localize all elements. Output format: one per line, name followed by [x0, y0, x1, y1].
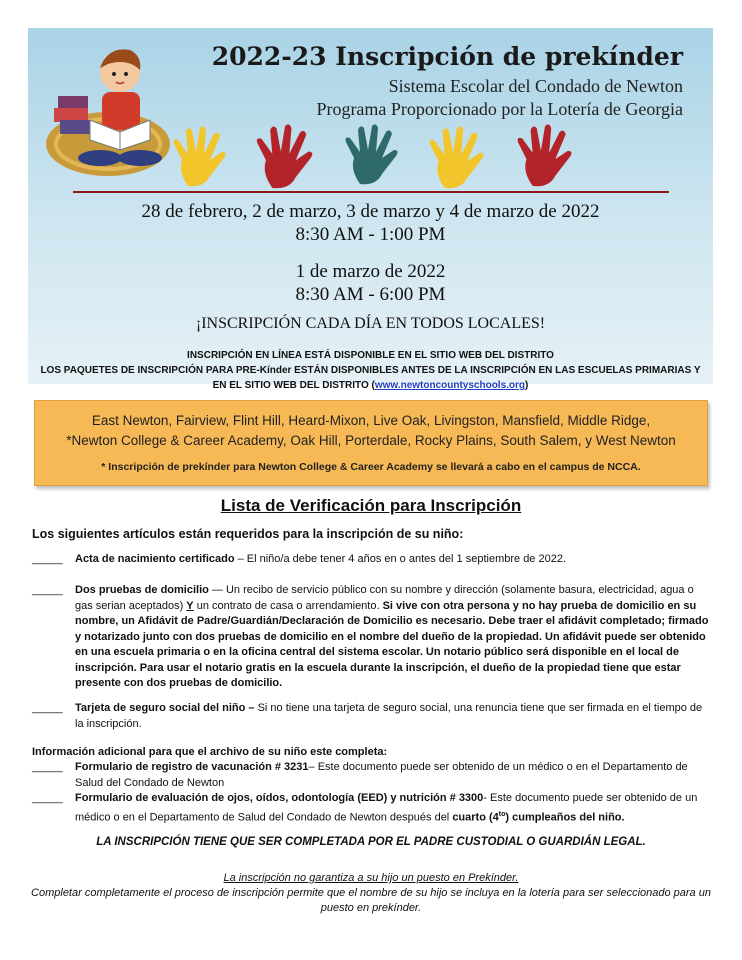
- handprint-yellow-icon: [170, 126, 228, 188]
- dates-line: 28 de febrero, 2 de marzo, 3 de marzo y 4 de marzo de 2022: [141, 201, 600, 222]
- district-website-link[interactable]: www.newtoncountyschools.org: [374, 380, 526, 391]
- locations-line: East Newton, Fairview, Flint Hill, Heard-Mixon, Live Oak, Livingston, Mansfield, Middle Ridge,: [91, 413, 651, 428]
- item-superscript: to: [498, 810, 506, 818]
- item-emphasis: ) cumpleaños del niño.: [505, 811, 625, 824]
- extended-date-line: 1 de marzo de 2022: [295, 261, 446, 282]
- header-divider: [73, 191, 669, 193]
- checkbox-blank[interactable]: _____: [32, 553, 63, 565]
- online-line: INSCRIPCIÓN EN LÍNEA ESTÁ DISPONIBLE EN EL SITIO WEB DEL DISTRITO: [187, 350, 554, 361]
- locations-list: [35, 411, 707, 451]
- item-title: Formulario de registro de vacunación # 3231: [75, 761, 309, 773]
- checklist-item-proof-of-residence: [32, 583, 712, 692]
- handprint-yellow-icon: [426, 126, 486, 190]
- checklist-item-vaccination: [32, 760, 712, 791]
- item-text: - Este documento puede ser obtenido de un médico o en el Departamento de Salud del Condado de Newton después del: [75, 792, 698, 824]
- page-title: 2022-23 Inscripción de prekínder: [211, 42, 683, 71]
- item-emphasis: Y: [186, 599, 194, 612]
- locations-box: [34, 400, 708, 486]
- header-banner: [28, 28, 713, 391]
- custodial-requirement: LA INSCRIPCIÓN TIENE QUE SER COMPLETADA POR EL PADRE CUSTODIAL O GUARDIÁN LEGAL.: [96, 836, 646, 848]
- no-guarantee-notice: La inscripción no garantiza a su hijo un puesto en Prekínder.: [223, 872, 519, 884]
- item-text: — Un recibo de servicio público con su nombre y dirección (solamente basura, electricidad, agua o gas serian aceptados): [75, 584, 694, 612]
- item-title: Formulario de evaluación de ojos, oídos, odontología (EED) y nutrición # 3300: [75, 792, 484, 804]
- registration-dates: [28, 200, 713, 246]
- additional-info-heading: Información adicional para que el archivo de su niño este completa:: [32, 746, 388, 758]
- packets-line: LOS PAQUETES DE INSCRIPCIÓN PARA PRE-Kínder ESTÁN DISPONIBLES ANTES DE LA INSCRIPCIÓN EN LAS ESCUELAS PRIMARIAS Y: [40, 365, 701, 376]
- locations-line: *Newton College & Career Academy, Oak Hill, Porterdale, Rocky Plains, South Salem, y West Newton: [66, 433, 676, 448]
- item-title: Acta de nacimiento certificado: [75, 553, 235, 565]
- ncca-note: * Inscripción de prekínder para Newton College & Career Academy se llevará a cabo en el campus de NCCA.: [101, 461, 641, 473]
- item-text: – Este documento puede ser obtenido de un médico o en el Departamento de Salud del Condado de Newton: [75, 761, 688, 789]
- website-suffix: ): [525, 380, 529, 391]
- dates-time: 8:30 AM - 1:00 PM: [295, 224, 446, 245]
- item-text: Si no tiene una tarjeta de seguro social, una renuncia tiene que ser firmada en el tiempo de la inscripción.: [75, 702, 703, 730]
- registration-extended-date: [28, 260, 713, 306]
- checkbox-blank[interactable]: _____: [32, 792, 63, 804]
- checkbox-blank[interactable]: _____: [32, 702, 63, 714]
- item-text: un contrato de casa o arrendamiento.: [193, 599, 383, 612]
- subtitle-lottery: Programa Proporcionado por la Lotería de Georgia: [316, 99, 683, 119]
- item-affidavit-text: Si vive con otra persona y no hay prueba de domicilio en su nombre, un Afidávit de Padre/Guardián/Declaración de Domicilio es necesario. Debe traer el afidávit completado; firmado y notarizado junto con dos pruebas de domicilio en el nombre del dueño de la propiedad. Un afidávit puede ser obtenido en una escuela primaria o en la oficina central del sistema escolar. Un notario público será disponible en el local de inscripción. Para usar el notario gratis en la escuela durante la inscripción, el dueño de la propiedad tiene que estar presente con dos pruebas de domicilio.: [75, 599, 709, 689]
- website-prefix: EN EL SITIO WEB DEL DISTRITO (: [212, 380, 375, 391]
- checklist-heading: Lista de Verificación para Inscripción: [220, 496, 522, 515]
- checkbox-blank[interactable]: _____: [32, 761, 63, 773]
- item-emphasis: cuarto (4: [452, 811, 499, 824]
- item-title: Tarjeta de seguro social del niño –: [75, 702, 255, 714]
- checklist-item-social-security: [32, 701, 712, 732]
- lottery-notice: Completar completamente el proceso de inscripción permite que el nombre de su hijo se incluya en la lotería para ser seleccionado para un puesto en prekínder.: [31, 887, 711, 914]
- item-text: – El niño/a debe tener 4 años en o antes del 1 septiembre de 2022.: [234, 553, 567, 565]
- subtitle-school-system: Sistema Escolar del Condado de Newton: [388, 76, 683, 96]
- handprint-red-icon: [253, 124, 315, 190]
- checkbox-blank[interactable]: _____: [32, 584, 63, 596]
- handprint-red-icon: [514, 124, 574, 188]
- website-line: [28, 378, 713, 393]
- online-registration-notice: [28, 348, 713, 393]
- item-title: Dos pruebas de domicilio: [75, 584, 209, 596]
- checklist-item-birth-certificate: [32, 552, 712, 568]
- extended-date-time: 8:30 AM - 6:00 PM: [295, 284, 446, 305]
- handprint-teal-icon: [342, 124, 400, 186]
- child-reading-illustration: [38, 36, 178, 186]
- required-intro: Los siguientes artículos están requeridos para la inscripción de su niño:: [32, 527, 464, 541]
- all-locations-notice: ¡INSCRIPCIÓN CADA DÍA EN TODOS LOCALES!: [195, 315, 546, 332]
- checklist-item-eed-nutrition: [32, 791, 712, 826]
